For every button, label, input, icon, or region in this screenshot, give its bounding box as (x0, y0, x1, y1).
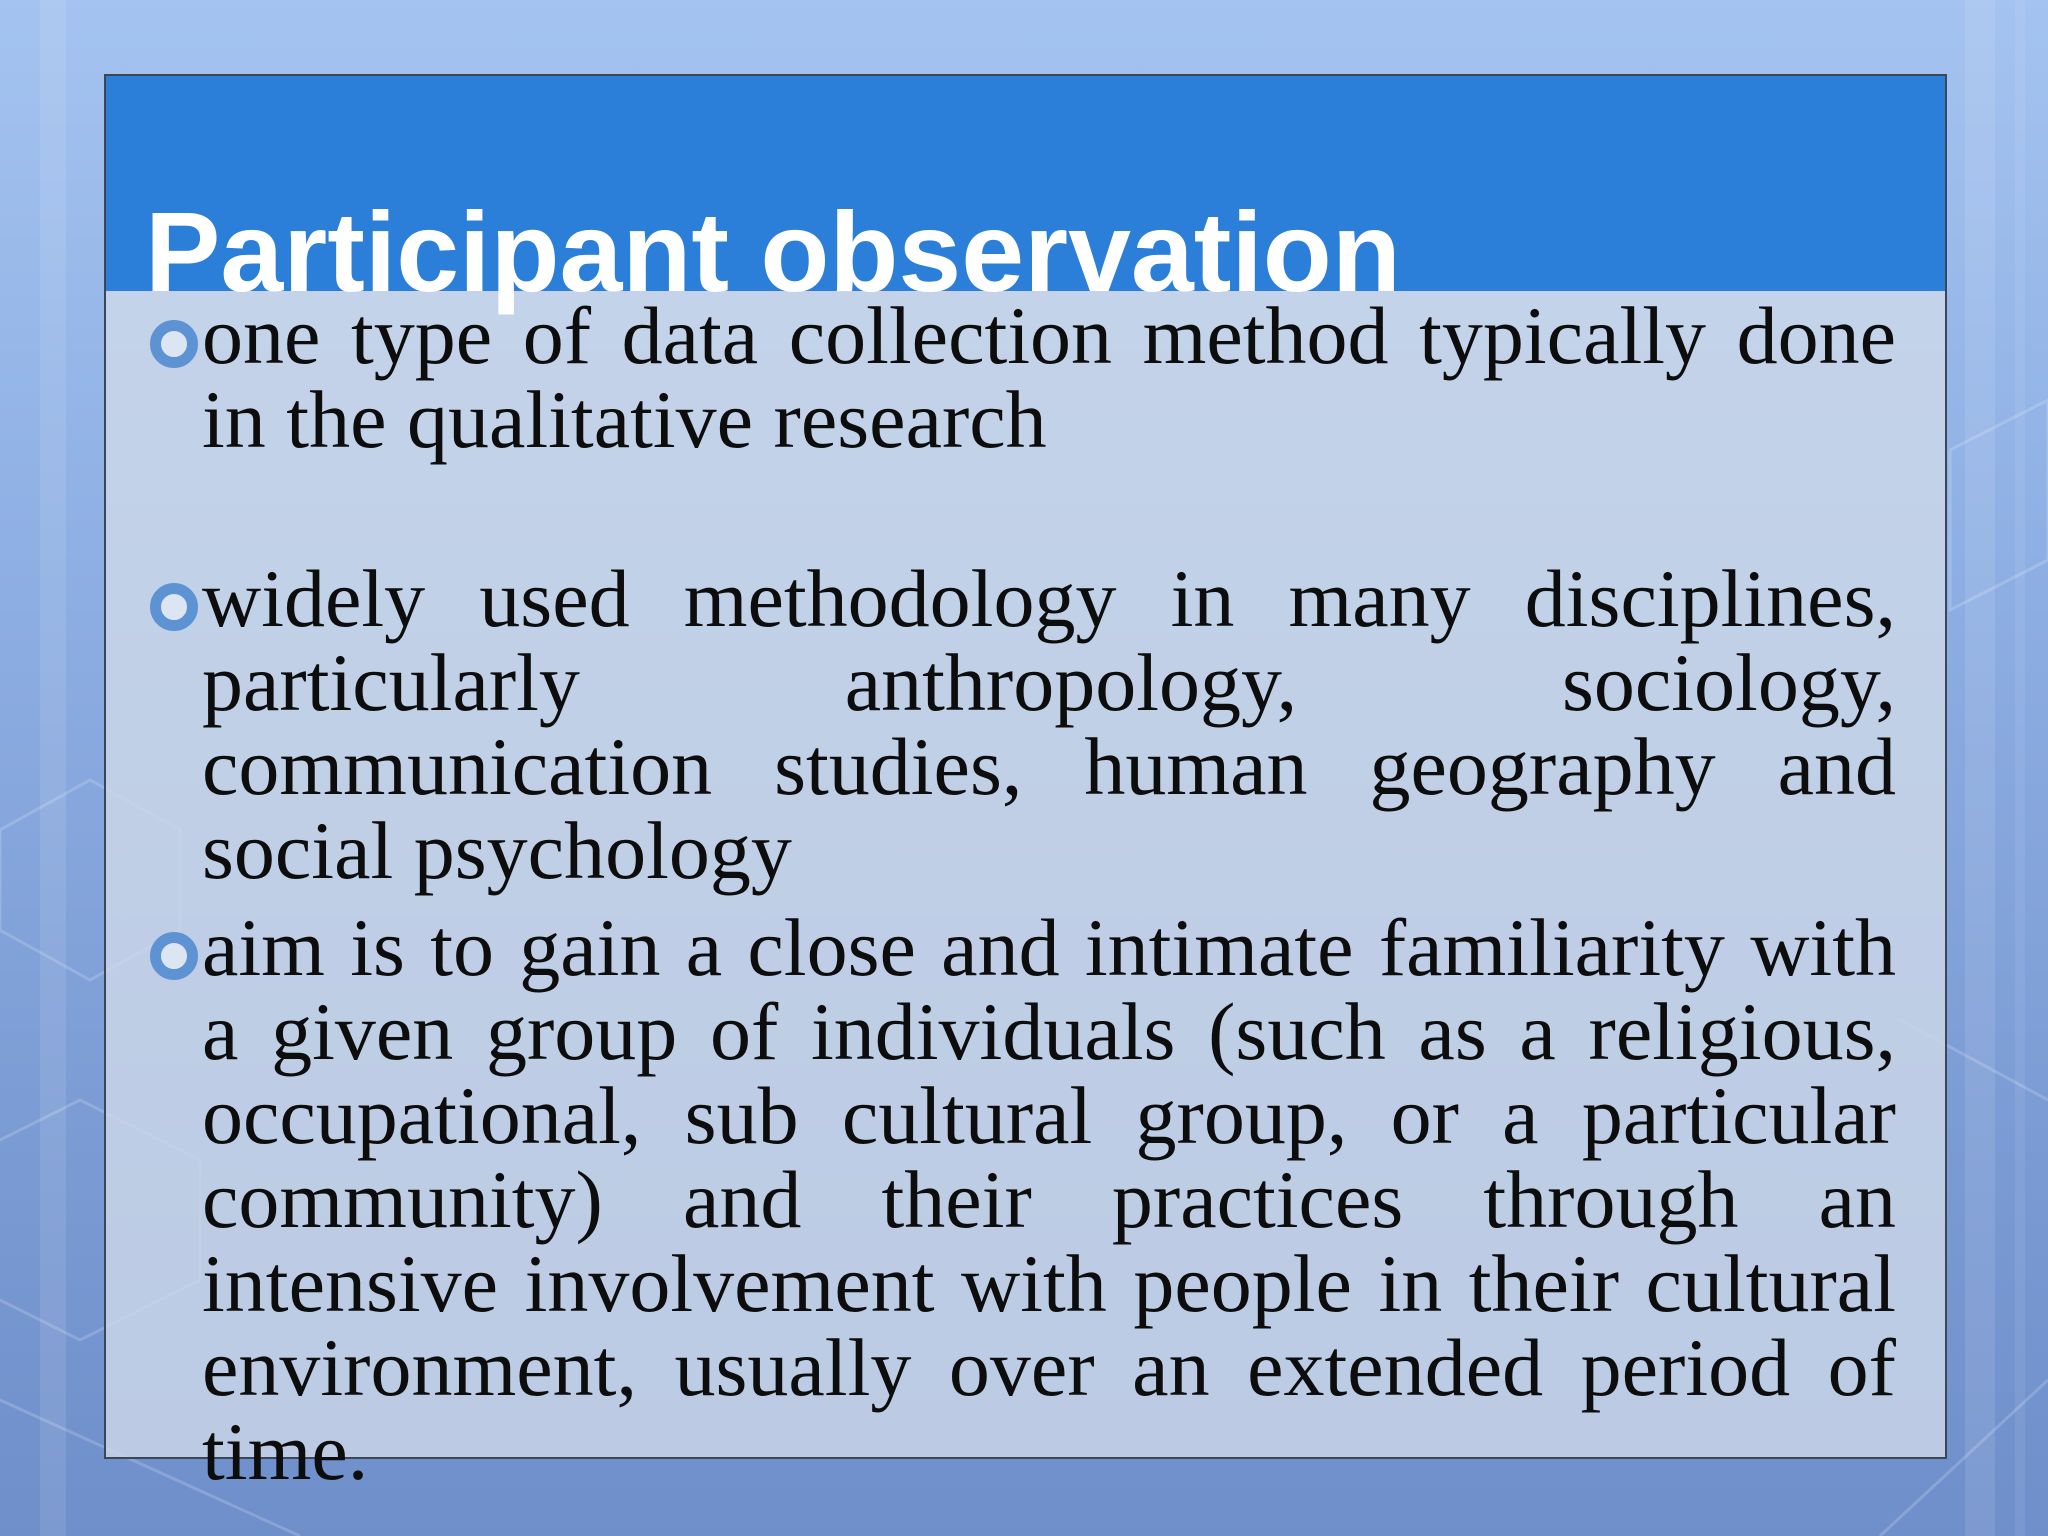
slide-content-panel (104, 74, 1947, 1497)
slide-title: Participant observation (145, 189, 1401, 315)
bullet-item (202, 553, 1896, 896)
bullet-text: one type of data collection method typically done in the qualitative research (202, 290, 1896, 465)
ring-bullet-icon (150, 932, 198, 980)
bullet-text: widely used methodology in many disciplines, particularly anthropology, sociology, communication studies, human geography and social psychology (202, 553, 1896, 896)
ring-bullet-icon (150, 583, 198, 631)
bullet-item (202, 290, 1896, 465)
bullet-item (202, 902, 1896, 1497)
bullet-text: aim is to gain a close and intimate familiarity with a given group of individuals (such as a religious, occupational, sub cultural group, or a particular community) and their practices through an intensive involvement with people in their cultural environment, usually over an extended period of time. (202, 902, 1896, 1497)
bullet-list (106, 76, 1945, 1497)
ring-bullet-icon (150, 320, 198, 368)
